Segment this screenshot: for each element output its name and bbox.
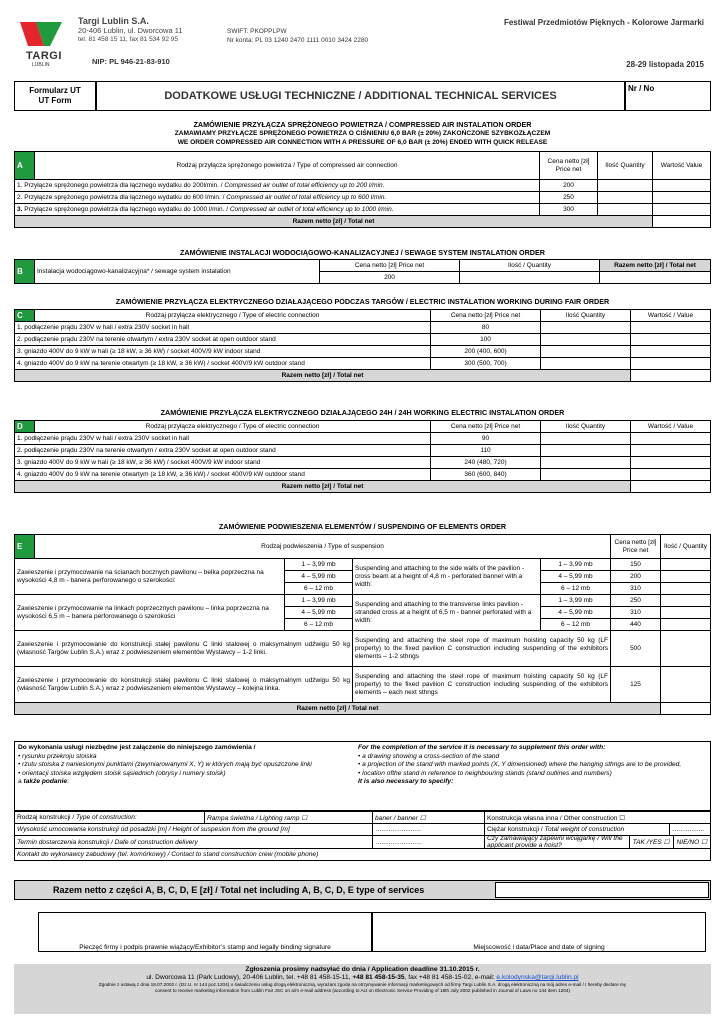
- qty-input[interactable]: [460, 272, 600, 284]
- section-e-head: Rodzaj podwieszenia / Type of suspension: [35, 535, 611, 559]
- value-input[interactable]: [631, 433, 711, 445]
- section-d-table: [14, 420, 711, 493]
- grand-total-label: Razem netto z części A, B, C, D, E [zł] / Total net including A, B, C, D, E type of services: [53, 885, 425, 895]
- qty-input[interactable]: [541, 334, 631, 346]
- section-e-price-head: Cena netto [zł] Price net: [611, 535, 661, 559]
- qty-input[interactable]: [661, 595, 711, 607]
- form-code: Formularz UT UT Form: [14, 81, 96, 111]
- event-name: Festiwal Przedmiotów Pięknych - Kolorowe Jarmarki: [503, 18, 704, 27]
- construction-spec: Rodzaj konstrukcji / Type of construction: Rampa świetlna / Lighting ramp ☐ baner / banner ☐ Konstrukcja własna inna / Other construction ☐ Wysokość umocowania konstrukcji od posadzki [m] / Height of suspesion from the ground [m] ………………… Ciężar konstrukcji / Total weight of construction …………… Termin dostarczenia konstrukcji / Dafe of construction delivery ………………… Czy zamawiający zapewni wciągarkę / Will the applicant provide a hoist? TAK /YES ☐ NIE/NO ☐ Kontakt do wykonawcy zabudowy (tel. komórkowy) / Contact to stand construction crew (mobile phone): [14, 811, 711, 861]
- qty-input[interactable]: [661, 607, 711, 619]
- footer: Zgłoszenia prosimy nadsyłać do dnia / Application deadline 31.10.2015 r. ul. Dworcowa 11 (Park Ludowy), 20-406 Lublin, tel. +48 81 458-15-11, +48 81 458-15-35, fax +48 81 458-15-02, e-mail: e.kolodynska@targi.lublin.pl Zgodnie z ustawą z dnia 18.07.2002 r. (Dz.U. nr 144 poz.1204) o świadczeniu usług drogą elektroniczną, wyrażam zgodę na otrzymywanie informacji marketingowych od firmy Targi Lublin S.A. drogą elektroniczną na mój adres e-mail / I hereby declare my consent to receive marketing information from Lublin Fair JSC on a/m e-mail address (according to Act on Electronic Service Providing of 18th July 2002 published in Journal of Laws no 144 item 1204): [14, 964, 711, 1014]
- value-input[interactable]: [631, 469, 711, 481]
- qty-input[interactable]: [598, 192, 653, 204]
- section-b-table: [14, 259, 711, 284]
- qty-input[interactable]: [541, 346, 631, 358]
- section-d-head: Rodzaj przyłącza elektrycznego / Type of electric connection: [35, 421, 431, 433]
- banner-checkbox[interactable]: baner / banner ☐: [373, 812, 485, 824]
- other-construction-checkbox[interactable]: Konstrukcja własna inna / Other construction ☐: [485, 812, 711, 824]
- table-row: 4. gniazdo 400V do 9 kW na terenie otwartym (≥ 18 kW, ≥ 36 kW) / socket 400V/9 kW outdoor stand 300 (500, 700): [15, 358, 711, 370]
- company-address: 20-406 Lublin, ul. Dworcowa 11: [78, 26, 183, 35]
- section-a-table: [14, 151, 711, 228]
- qty-input[interactable]: [598, 180, 653, 192]
- weight-input[interactable]: ……………: [670, 824, 711, 836]
- section-e-title: ZAMÓWIENIE PODWIESZENIA ELEMENTÓW / SUSPENDING OF ELEMENTS ORDER: [218, 522, 507, 531]
- section-c-title: ZAMÓWIENIE PRZYŁĄCZA ELEKTRYCZNEGO DZIAŁAJĄCEGO PODCZAS TARGÓW / ELECTRIC INSTALATION WORKING DURING FAIR ORDER: [115, 297, 610, 306]
- section-b-price-head: Cena netto [zł] Price net: [320, 260, 460, 272]
- table-row: 3. gniazdo 400V do 9 kW w hali (≥ 18 kW, ≥ 36 kW) / socket 400V/9 kW indoor stand 240 (480, 720): [15, 457, 711, 469]
- form-title: DODATKOWE USŁUGI TECHNICZNE / ADDITIONAL TECHNICAL SERVICES: [96, 81, 625, 111]
- qty-input[interactable]: [541, 433, 631, 445]
- event-dates: 28-29 listopada 2015: [626, 60, 704, 69]
- value-input[interactable]: [653, 180, 711, 192]
- section-a-qty-head: Ilość Quantity: [598, 152, 653, 180]
- section-d-letter: D: [15, 421, 35, 433]
- qty-input[interactable]: [541, 445, 631, 457]
- hoist-no-checkbox[interactable]: NIE/NO ☐: [673, 836, 710, 848]
- table-row: 2. Przyłącze sprężonego powietrza dla łącznego wydatku do 600 l/min. / Compressed air outlet of total efficiency up to 600 l/min. 250: [15, 192, 711, 204]
- section-a-price-head: Cena netto [zł] Price net: [540, 152, 598, 180]
- value-input[interactable]: [631, 322, 711, 334]
- section-a-title: ZAMÓWIENIE PRZYŁĄCZA SPRĘŻONEGO POWIETRZA / COMPRESSED AIR INSTALATION ORDER: [193, 120, 532, 129]
- qty-input[interactable]: [541, 322, 631, 334]
- logo-subtext: LUBLIN: [32, 62, 50, 68]
- qty-input[interactable]: [598, 204, 653, 216]
- table-row: 2. podłączenie prądu 230V na terenie otwartym / extra 230V socket at open outdoor stand 100: [15, 334, 711, 346]
- hoist-yes-checkbox[interactable]: TAK /YES ☐: [629, 836, 673, 848]
- section-c-total-label: Razem netto [zł] / Total net: [15, 370, 631, 382]
- value-input[interactable]: [631, 457, 711, 469]
- section-e-total-label: Razem netto [zł] / Total net: [15, 703, 661, 715]
- qty-input[interactable]: [661, 619, 711, 631]
- grand-total-input[interactable]: [495, 882, 709, 898]
- value-input[interactable]: [631, 346, 711, 358]
- section-c-head: Rodzaj przyłącza elektrycznego / Type of electric connection: [35, 310, 431, 322]
- qty-input[interactable]: [661, 631, 711, 667]
- logo-text: TARGI: [26, 50, 62, 62]
- bank-account: Nr konta: PL 03 1240 2470 1111 0010 3424 2280: [227, 37, 369, 44]
- swift: SWIFT: PKOPPLPW: [227, 28, 287, 35]
- value-input[interactable]: [653, 204, 711, 216]
- value-input[interactable]: [631, 358, 711, 370]
- qty-input[interactable]: [541, 469, 631, 481]
- section-b-total-input[interactable]: [600, 272, 711, 284]
- qty-input[interactable]: [661, 583, 711, 595]
- table-row: 3. gniazdo 400V do 9 kW w hali (≥ 18 kW, ≥ 36 kW) / socket 400V/9 kW indoor stand 200 (400, 600): [15, 346, 711, 358]
- contact-field[interactable]: Kontakt do wykonawcy zabudowy (tel. komórkowy) / Contact to stand construction crew (mobile phone): [15, 849, 711, 861]
- requirements-notes: Do wykonania usługi niezbędne jest załączenie do niniejszego zamówienia / • rysunku przekroju stoiska • rzutu stoiska z naniesionymi punktami (zwymiarowanymi X, Y) w których mają być opuszczone linki • orientacji stoiska względem stoisk sąsiednich (obrysy i numery stoisk) a także podanie: For the completion of the service it is necessary to supplement this order with: • a drawing showing a cross-section of the stand • a projection of the stand with marked points (X, Y dimensioned) where the hanging sthngs are to be provided, • location ofthe stand in reference to neighbouring stands (stand outlines and numbers) It is also necessary to specify:: [14, 741, 711, 811]
- section-b-head: Instalacja wodociągowo-kanalizacyjna* / sewage system instalation: [35, 260, 320, 284]
- table-row: 1. podłączenie prądu 230V w hali / extra 230V socket in hall 80: [15, 322, 711, 334]
- form-number[interactable]: Nr / No: [625, 81, 711, 111]
- section-c-price-head: Cena netto [zł] Price net: [431, 310, 541, 322]
- table-row: 1. podłączenie prądu 230V w hali / extra 230V socket in hall 90: [15, 433, 711, 445]
- section-e-table: E Rodzaj podwieszenia / Type of suspension Cena netto [zł] Price net Ilość / Quantity Zawieszenie i przymocowanie na ścianach bocznych pawilonu – belka poprzeczna na wysokości 4,8 m - banera perforowanego o szerokości: 1 – 3,99 mb Suspending and attaching to the side walls of the pavilion - cross beam at a height of 4,8 m - perforated banner with a width: 1 – 3,99 mb 150 4 – 5,99 mb 4 – 5,99 mb 200 6 – 12 mb 6 – 12 mb 310 Zawieszenie i przymocowanie na linkach poprzecznych pawilonu – linka poprzeczna na wysokości 6,5 m – banera perforowanego o szerokości 1 – 3,99 mb Suspending and attaching to the transverse links pavilion - stranded cross at a height of 6,5 m - banner perforated with a width: 1 – 3,99 mb 250 4 – 5,99 mb 4 – 5,99 mb 310 6 – 12 mb 6 – 12 mb 440 Zawieszenie i przymocowanie do konstrukcji stałej pawilonu C linki stalowej o maksymalnym udźwigu 50 kg (własność Targów Lublin S.A.) wraz z podwieszeniem elementów Wystawcy – 1-2 linki. Suspending and attaching the steel rope of maximum hoisting capacity 50 kg (LF property) to the fixed pavilion C construction including suspending of the exhibitors elements – 1-2 sthngs 500 Zawieszenie i przymocowanie do konstrukcji stałej pawilonu C linki stalowej o maksymalnym udźwigu 50 kg (własność Targów Lublin S.A.) wraz z podwieszeniem elementów Wystawcy – kolejna linka. Suspending and attaching the steel rope of maximum hoisting capacity 50 kg (LF property) to the fixed pavilion C construction including suspending of the exhibitors elements – each next sthngs 125 Razem netto [zł] / Total net: [14, 534, 711, 715]
- delivery-date-input[interactable]: …………………: [373, 836, 485, 849]
- section-d-price-head: Cena netto [zł] Price net: [431, 421, 541, 433]
- logo: [14, 20, 68, 68]
- section-e-total-input[interactable]: [661, 703, 711, 715]
- company-phone: tel. 81 458 15 11, fax 81 534 92 95: [78, 36, 178, 43]
- section-c-total-input[interactable]: [631, 370, 711, 382]
- section-d-title: ZAMÓWIENIE PRZYŁĄCZA ELEKTRYCZNEGO DZIAŁAJĄCEGO 24H / 24H WORKING ELECTRIC INSTALATION ORDER: [160, 408, 565, 417]
- table-row: 3. Przyłącze sprężonego powietrza dla łącznego wydatku do 1000 l/min. / Compressed air outlet of total efficiency up to 1000 l/min. 300: [15, 204, 711, 216]
- section-c-val-head: Wartość / Value: [631, 310, 711, 322]
- value-input[interactable]: [653, 192, 711, 204]
- table-row: 2. podłączenie prądu 230V na terenie otwartym / extra 230V socket at open outdoor stand 110: [15, 445, 711, 457]
- place-date-label: Miejscowość i data/Place and date of signing: [473, 944, 605, 951]
- email-link[interactable]: e.kolodynska@targi.lublin.pl: [496, 974, 579, 981]
- section-b-total-label: Razem netto [zł] / Total net: [600, 260, 711, 272]
- section-b-price: 200: [320, 272, 460, 284]
- qty-input[interactable]: [661, 571, 711, 583]
- qty-input[interactable]: [661, 667, 711, 703]
- section-e-letter: E: [15, 535, 35, 559]
- section-b-qty-head: Ilość / Quantity: [460, 260, 600, 272]
- lighting-ramp-checkbox[interactable]: Rampa świetlna / Lighting ramp ☐: [205, 812, 373, 824]
- logo-flag-icon: [14, 20, 68, 50]
- value-input[interactable]: [631, 334, 711, 346]
- company-name: Targi Lublin S.A.: [78, 16, 149, 26]
- section-b-letter: B: [15, 260, 35, 284]
- section-a-total-input[interactable]: [653, 216, 711, 228]
- section-b-title: ZAMÓWIENIE INSTALACJI WODOCIĄGOWO-KANALIZACYJNEJ / SEWAGE SYSTEM INSTALATION ORDER: [180, 248, 545, 257]
- signature-label: Pieczęć firmy i podpis prawnie wiążący/Exhibitor’s stamp and legally binding signature: [79, 944, 331, 951]
- section-a-sub2: WE ORDER COMPRESSED AIR CONNECTION WITH A PRESSURE OF 6,0 BAR (± 20%) ENDED WITH QUICK RELEASE: [177, 139, 548, 146]
- section-c-table: [14, 309, 711, 382]
- section-e-qty-head: Ilość / Quantity: [661, 535, 711, 559]
- section-d-total-label: Razem netto [zł] / Total net: [15, 481, 631, 493]
- table-row: 1. Przyłącze sprężonego powietrza dla łącznego wydatku do 200l/min. / Compressed air outlet of total efficiency up to 200 l/min. 200: [15, 180, 711, 192]
- qty-input[interactable]: [541, 457, 631, 469]
- company-nip: NIP: PL 946-21-83-910: [92, 57, 170, 66]
- section-a-head: Rodzaj przyłącza sprężonego powietrza / Type of compressed air connection: [35, 152, 540, 180]
- section-a-val-head: Wartość Value: [653, 152, 711, 180]
- table-row: 4. gniazdo 400V do 9 kW na terenie otwartym (≥ 18 kW, ≥ 36 kW) / socket 400V/9 kW outdoor stand 360 (600, 840): [15, 469, 711, 481]
- section-a-sub1: ZAMAWIAMY PRZYŁĄCZE SPRĘŻONEGO POWIETRZA O CIŚNIENIU 6,0 BAR (± 20%) ZAKOŃCZONE SZYBKOZŁĄCZEM: [174, 130, 551, 137]
- qty-input[interactable]: [541, 358, 631, 370]
- height-input[interactable]: …………………: [373, 824, 485, 836]
- qty-input[interactable]: [661, 559, 711, 571]
- section-d-qty-head: Ilość Quantity: [541, 421, 631, 433]
- section-c-letter: C: [15, 310, 35, 322]
- section-c-qty-head: Ilość Quantity: [541, 310, 631, 322]
- section-d-val-head: Wartość / Value: [631, 421, 711, 433]
- section-a-letter: A: [15, 152, 35, 180]
- section-d-total-input[interactable]: [631, 481, 711, 493]
- value-input[interactable]: [631, 445, 711, 457]
- section-a-total-label: Razem netto [zł] / Total net: [15, 216, 653, 228]
